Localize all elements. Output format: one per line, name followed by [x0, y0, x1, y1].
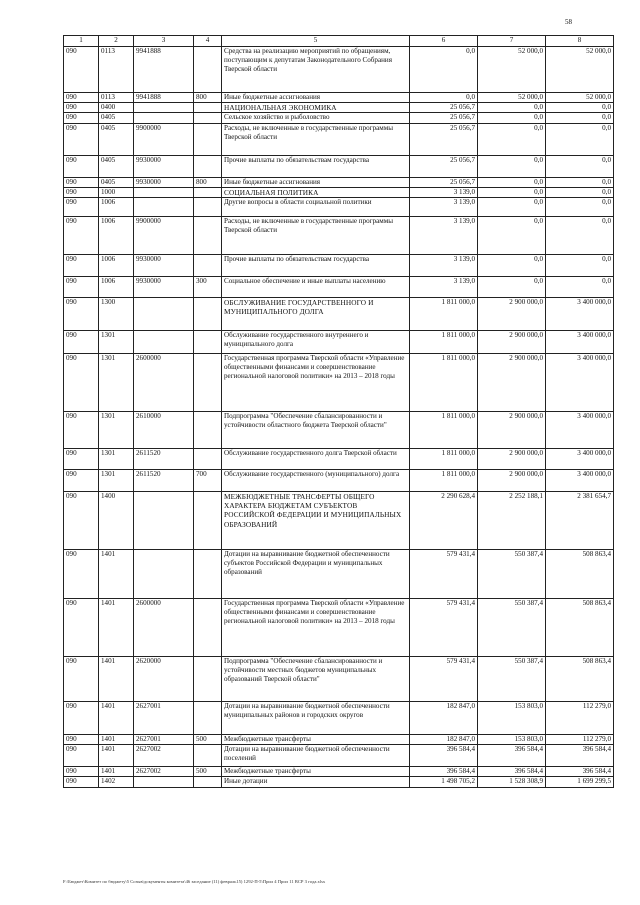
- cell-amount-year2: 550 387,4: [478, 599, 546, 657]
- cell-amount-year3: 0,0: [546, 177, 614, 187]
- cell-expense-type: [194, 187, 222, 197]
- table-row: [64, 103, 614, 113]
- cell-amount-year1: 1 811 000,0: [410, 449, 478, 470]
- table-row: [64, 449, 614, 470]
- cell-amount-year2: 0,0: [478, 198, 546, 217]
- cell-amount-year1: 1 498 705,2: [410, 777, 478, 787]
- cell-description: МЕЖБЮДЖЕТНЫЕ ТРАНСФЕРТЫ ОБЩЕГО ХАРАКТЕРА БЮДЖЕТАМ СУБЪЕКТОВ РОССИЙСКОЙ ФЕДЕРАЦИИ И МУНИЦИПАЛЬНЫХ ОБРАЗОВАНИЙ: [222, 492, 410, 550]
- cell-amount-year1: 579 431,4: [410, 657, 478, 702]
- cell-target-article: [134, 550, 194, 599]
- cell-amount-year1: 25 056,7: [410, 123, 478, 155]
- cell-admin-code: 090: [64, 47, 99, 93]
- cell-expense-type: [194, 702, 222, 735]
- cell-section-code: 0113: [99, 93, 134, 103]
- cell-amount-year2: 0,0: [478, 277, 546, 298]
- cell-target-article: 9900000: [134, 217, 194, 255]
- cell-expense-type: [194, 657, 222, 702]
- table-header-row: [64, 36, 614, 47]
- cell-target-article: 2620000: [134, 657, 194, 702]
- cell-admin-code: 090: [64, 198, 99, 217]
- cell-target-article: 2627002: [134, 767, 194, 777]
- cell-description: Другие вопросы в области социальной политики: [222, 198, 410, 217]
- cell-expense-type: [194, 255, 222, 277]
- cell-section-code: 1401: [99, 735, 134, 745]
- cell-expense-type: 800: [194, 93, 222, 103]
- cell-description: Обслуживание государственного (муниципального) долга: [222, 470, 410, 492]
- cell-section-code: 0113: [99, 47, 134, 93]
- cell-expense-type: [194, 777, 222, 787]
- cell-description: Средства на реализацию мероприятий по обращениям, поступающим к депутатам Законодательного Собрания Тверской области: [222, 47, 410, 93]
- cell-amount-year3: 0,0: [546, 255, 614, 277]
- table-row: [64, 412, 614, 449]
- cell-expense-type: [194, 599, 222, 657]
- cell-admin-code: 090: [64, 412, 99, 449]
- cell-expense-type: [194, 198, 222, 217]
- cell-amount-year2: 2 252 188,1: [478, 492, 546, 550]
- table-row: [64, 767, 614, 777]
- cell-amount-year2: 396 584,4: [478, 767, 546, 777]
- cell-description: Обслуживание государственного внутреннего и муниципального долга: [222, 331, 410, 354]
- cell-section-code: 1401: [99, 657, 134, 702]
- cell-section-code: 1301: [99, 449, 134, 470]
- cell-target-article: 2600000: [134, 599, 194, 657]
- table-row: [64, 113, 614, 123]
- cell-admin-code: 090: [64, 777, 99, 787]
- table-row: [64, 550, 614, 599]
- cell-amount-year1: 182 847,0: [410, 735, 478, 745]
- cell-expense-type: [194, 155, 222, 177]
- cell-amount-year3: 508 863,4: [546, 550, 614, 599]
- table-row: [64, 123, 614, 155]
- cell-section-code: 1402: [99, 777, 134, 787]
- table-row: [64, 177, 614, 187]
- cell-section-code: 1301: [99, 331, 134, 354]
- cell-amount-year1: 3 139,0: [410, 217, 478, 255]
- cell-section-code: 1006: [99, 198, 134, 217]
- cell-admin-code: 090: [64, 187, 99, 197]
- cell-amount-year3: 0,0: [546, 103, 614, 113]
- cell-target-article: [134, 331, 194, 354]
- cell-expense-type: [194, 550, 222, 599]
- cell-target-article: [134, 198, 194, 217]
- cell-amount-year3: 396 584,4: [546, 767, 614, 777]
- cell-description: Дотации на выравнивание бюджетной обеспеченности поселений: [222, 745, 410, 767]
- cell-amount-year3: 0,0: [546, 155, 614, 177]
- cell-amount-year3: 0,0: [546, 113, 614, 123]
- column-header-6: 6: [410, 36, 478, 47]
- cell-amount-year3: 52 000,0: [546, 93, 614, 103]
- cell-amount-year2: 0,0: [478, 103, 546, 113]
- table-row: [64, 599, 614, 657]
- table-row: [64, 298, 614, 331]
- page-number: 58: [565, 18, 572, 26]
- cell-section-code: 0405: [99, 123, 134, 155]
- column-header-3: 3: [134, 36, 194, 47]
- cell-amount-year1: 579 431,4: [410, 599, 478, 657]
- cell-description: НАЦИОНАЛЬНАЯ ЭКОНОМИКА: [222, 103, 410, 113]
- budget-table: [63, 35, 614, 788]
- cell-admin-code: 090: [64, 745, 99, 767]
- cell-amount-year3: 0,0: [546, 198, 614, 217]
- cell-target-article: 9930000: [134, 177, 194, 187]
- cell-target-article: 9930000: [134, 277, 194, 298]
- cell-amount-year2: 2 900 000,0: [478, 298, 546, 331]
- cell-expense-type: [194, 47, 222, 93]
- cell-expense-type: [194, 331, 222, 354]
- cell-amount-year1: 1 811 000,0: [410, 354, 478, 412]
- cell-expense-type: [194, 217, 222, 255]
- cell-description: Подпрограмма "Обеспечение сбалансированности и устойчивости местных бюджетов муниципальных образований Тверской области": [222, 657, 410, 702]
- cell-section-code: 1006: [99, 217, 134, 255]
- cell-section-code: 1300: [99, 298, 134, 331]
- cell-expense-type: [194, 449, 222, 470]
- cell-amount-year1: 396 584,4: [410, 745, 478, 767]
- table-row: [64, 470, 614, 492]
- table-row: [64, 702, 614, 735]
- cell-section-code: 1006: [99, 255, 134, 277]
- cell-admin-code: 090: [64, 449, 99, 470]
- cell-section-code: 1301: [99, 354, 134, 412]
- cell-expense-type: [194, 354, 222, 412]
- cell-admin-code: 090: [64, 599, 99, 657]
- cell-section-code: 1006: [99, 277, 134, 298]
- cell-amount-year3: 3 400 000,0: [546, 449, 614, 470]
- cell-admin-code: 090: [64, 354, 99, 412]
- cell-section-code: 1000: [99, 187, 134, 197]
- cell-description: Государственная программа Тверской области «Управление общественными финансами и совершенствование региональной налоговой политики» на 2013 – 2018 годы: [222, 599, 410, 657]
- cell-target-article: 2610000: [134, 412, 194, 449]
- cell-admin-code: 090: [64, 657, 99, 702]
- cell-admin-code: 090: [64, 155, 99, 177]
- cell-admin-code: 090: [64, 277, 99, 298]
- cell-amount-year1: 3 139,0: [410, 277, 478, 298]
- table-row: [64, 47, 614, 93]
- column-header-8: 8: [546, 36, 614, 47]
- cell-description: СОЦИАЛЬНАЯ ПОЛИТИКА: [222, 187, 410, 197]
- cell-section-code: 1401: [99, 702, 134, 735]
- cell-description: Иные бюджетные ассигнования: [222, 177, 410, 187]
- cell-amount-year2: 550 387,4: [478, 550, 546, 599]
- cell-amount-year2: 2 900 000,0: [478, 412, 546, 449]
- cell-expense-type: [194, 123, 222, 155]
- cell-amount-year2: 153 803,0: [478, 702, 546, 735]
- cell-description: Социальное обеспечение и иные выплаты населению: [222, 277, 410, 298]
- column-header-7: 7: [478, 36, 546, 47]
- cell-admin-code: 090: [64, 298, 99, 331]
- cell-amount-year2: 1 528 308,9: [478, 777, 546, 787]
- file-path-footer: F:\Бюджет\Комитет по бюджету\5 Созыв\документы комитета\46 заседание (11) февраль15) 1292-П-5\Прил 4 Прил 11 ВСР 3 года.xlsx: [63, 879, 326, 884]
- cell-amount-year3: 3 400 000,0: [546, 412, 614, 449]
- cell-amount-year1: 2 290 628,4: [410, 492, 478, 550]
- cell-amount-year3: 0,0: [546, 187, 614, 197]
- cell-description: Обслуживание государственного долга Тверской области: [222, 449, 410, 470]
- cell-amount-year2: 396 584,4: [478, 745, 546, 767]
- cell-amount-year2: 0,0: [478, 255, 546, 277]
- cell-amount-year2: 550 387,4: [478, 657, 546, 702]
- cell-admin-code: 090: [64, 492, 99, 550]
- cell-amount-year1: 1 811 000,0: [410, 331, 478, 354]
- cell-amount-year2: 0,0: [478, 187, 546, 197]
- cell-expense-type: [194, 492, 222, 550]
- cell-target-article: [134, 492, 194, 550]
- cell-section-code: 1301: [99, 412, 134, 449]
- table-row: [64, 187, 614, 197]
- cell-amount-year3: 0,0: [546, 277, 614, 298]
- cell-admin-code: 090: [64, 103, 99, 113]
- table-row: [64, 745, 614, 767]
- cell-amount-year1: 3 139,0: [410, 198, 478, 217]
- cell-amount-year1: 1 811 000,0: [410, 412, 478, 449]
- cell-section-code: 1401: [99, 745, 134, 767]
- cell-amount-year3: 1 699 299,5: [546, 777, 614, 787]
- table-row: [64, 255, 614, 277]
- cell-amount-year3: 112 279,0: [546, 702, 614, 735]
- cell-description: Межбюджетные трансферты: [222, 767, 410, 777]
- table-row: [64, 492, 614, 550]
- cell-admin-code: 090: [64, 767, 99, 777]
- cell-target-article: [134, 187, 194, 197]
- cell-description: Расходы, не включенные в государственные программы Тверской области: [222, 217, 410, 255]
- table-row: [64, 657, 614, 702]
- cell-target-article: 2611520: [134, 470, 194, 492]
- cell-amount-year3: 0,0: [546, 123, 614, 155]
- cell-description: ОБСЛУЖИВАНИЕ ГОСУДАРСТВЕННОГО И МУНИЦИПАЛЬНОГО ДОЛГА: [222, 298, 410, 331]
- cell-amount-year1: 25 056,7: [410, 155, 478, 177]
- column-header-1: 1: [64, 36, 99, 47]
- cell-amount-year2: 0,0: [478, 155, 546, 177]
- cell-amount-year1: 0,0: [410, 93, 478, 103]
- cell-description: Государственная программа Тверской области «Управление общественными финансами и совершенствование региональной налоговой политики» на 2013 – 2018 годы: [222, 354, 410, 412]
- cell-admin-code: 090: [64, 217, 99, 255]
- cell-target-article: 9930000: [134, 155, 194, 177]
- cell-amount-year2: 2 900 000,0: [478, 449, 546, 470]
- cell-amount-year3: 52 000,0: [546, 47, 614, 93]
- cell-target-article: 2600000: [134, 354, 194, 412]
- cell-target-article: 2627001: [134, 735, 194, 745]
- cell-target-article: [134, 298, 194, 331]
- cell-section-code: 0405: [99, 113, 134, 123]
- cell-target-article: 9900000: [134, 123, 194, 155]
- cell-amount-year2: 0,0: [478, 123, 546, 155]
- cell-admin-code: 090: [64, 550, 99, 599]
- cell-description: Дотации на выравнивание бюджетной обеспеченности субъектов Российской Федерации и муниципальных образований: [222, 550, 410, 599]
- cell-amount-year1: 3 139,0: [410, 255, 478, 277]
- cell-admin-code: 090: [64, 702, 99, 735]
- cell-target-article: 9930000: [134, 255, 194, 277]
- cell-admin-code: 090: [64, 93, 99, 103]
- cell-admin-code: 090: [64, 113, 99, 123]
- cell-description: Прочие выплаты по обязательствам государства: [222, 255, 410, 277]
- cell-expense-type: 500: [194, 735, 222, 745]
- table-row: [64, 331, 614, 354]
- table-row: [64, 198, 614, 217]
- cell-expense-type: [194, 298, 222, 331]
- cell-target-article: 2627001: [134, 702, 194, 735]
- cell-amount-year1: 25 056,7: [410, 113, 478, 123]
- cell-description: Расходы, не включенные в государственные программы Тверской области: [222, 123, 410, 155]
- cell-amount-year2: 52 000,0: [478, 93, 546, 103]
- cell-amount-year3: 508 863,4: [546, 599, 614, 657]
- cell-description: Межбюджетные трансферты: [222, 735, 410, 745]
- table-row: [64, 735, 614, 745]
- cell-description: Иные бюджетные ассигнования: [222, 93, 410, 103]
- cell-target-article: 2627002: [134, 745, 194, 767]
- cell-expense-type: [194, 412, 222, 449]
- cell-amount-year1: 396 584,4: [410, 767, 478, 777]
- column-header-2: 2: [99, 36, 134, 47]
- cell-amount-year2: 2 900 000,0: [478, 354, 546, 412]
- cell-description: Сельское хозяйство и рыболовство: [222, 113, 410, 123]
- cell-section-code: 1401: [99, 599, 134, 657]
- cell-amount-year3: 508 863,4: [546, 657, 614, 702]
- cell-expense-type: 300: [194, 277, 222, 298]
- cell-amount-year2: 2 900 000,0: [478, 470, 546, 492]
- cell-amount-year1: 579 431,4: [410, 550, 478, 599]
- cell-target-article: 9941888: [134, 47, 194, 93]
- cell-amount-year1: 1 811 000,0: [410, 298, 478, 331]
- cell-amount-year3: 0,0: [546, 217, 614, 255]
- cell-amount-year1: 0,0: [410, 47, 478, 93]
- cell-amount-year3: 112 279,0: [546, 735, 614, 745]
- cell-amount-year2: 2 900 000,0: [478, 331, 546, 354]
- cell-section-code: 1401: [99, 767, 134, 777]
- cell-expense-type: [194, 103, 222, 113]
- cell-admin-code: 090: [64, 177, 99, 187]
- cell-description: Подпрограмма "Обеспечение сбалансированности и устойчивости областного бюджета Тверской области": [222, 412, 410, 449]
- cell-description: Дотации на выравнивание бюджетной обеспеченности муниципальных районов и городских округов: [222, 702, 410, 735]
- cell-amount-year2: 0,0: [478, 217, 546, 255]
- column-header-5: 5: [222, 36, 410, 47]
- cell-amount-year2: 0,0: [478, 177, 546, 187]
- cell-target-article: 9941888: [134, 93, 194, 103]
- table-body: [64, 47, 614, 788]
- cell-amount-year1: 1 811 000,0: [410, 470, 478, 492]
- table-row: [64, 217, 614, 255]
- cell-amount-year3: 396 584,4: [546, 745, 614, 767]
- cell-admin-code: 090: [64, 255, 99, 277]
- cell-amount-year1: 182 847,0: [410, 702, 478, 735]
- cell-amount-year3: 3 400 000,0: [546, 331, 614, 354]
- cell-amount-year2: 0,0: [478, 113, 546, 123]
- cell-expense-type: 500: [194, 767, 222, 777]
- table-row: [64, 354, 614, 412]
- cell-expense-type: 800: [194, 177, 222, 187]
- cell-amount-year3: 3 400 000,0: [546, 298, 614, 331]
- table-row: [64, 777, 614, 787]
- cell-description: Прочие выплаты по обязательствам государства: [222, 155, 410, 177]
- cell-amount-year3: 3 400 000,0: [546, 470, 614, 492]
- table-row: [64, 277, 614, 298]
- table-row: [64, 93, 614, 103]
- cell-section-code: 1401: [99, 550, 134, 599]
- cell-section-code: 0405: [99, 155, 134, 177]
- cell-admin-code: 090: [64, 331, 99, 354]
- cell-expense-type: [194, 113, 222, 123]
- cell-section-code: 1301: [99, 470, 134, 492]
- cell-expense-type: [194, 745, 222, 767]
- cell-target-article: 2611520: [134, 449, 194, 470]
- cell-target-article: [134, 777, 194, 787]
- cell-description: Иные дотации: [222, 777, 410, 787]
- cell-amount-year1: 25 056,7: [410, 103, 478, 113]
- cell-amount-year3: 3 400 000,0: [546, 354, 614, 412]
- cell-section-code: 0405: [99, 177, 134, 187]
- table-row: [64, 155, 614, 177]
- cell-amount-year2: 52 000,0: [478, 47, 546, 93]
- cell-amount-year1: 25 056,7: [410, 177, 478, 187]
- cell-section-code: 0400: [99, 103, 134, 113]
- cell-admin-code: 090: [64, 123, 99, 155]
- cell-amount-year3: 2 381 654,7: [546, 492, 614, 550]
- cell-expense-type: 700: [194, 470, 222, 492]
- cell-admin-code: 090: [64, 470, 99, 492]
- cell-target-article: [134, 113, 194, 123]
- cell-admin-code: 090: [64, 735, 99, 745]
- cell-amount-year2: 153 803,0: [478, 735, 546, 745]
- column-header-4: 4: [194, 36, 222, 47]
- cell-target-article: [134, 103, 194, 113]
- cell-section-code: 1400: [99, 492, 134, 550]
- cell-amount-year1: 3 139,0: [410, 187, 478, 197]
